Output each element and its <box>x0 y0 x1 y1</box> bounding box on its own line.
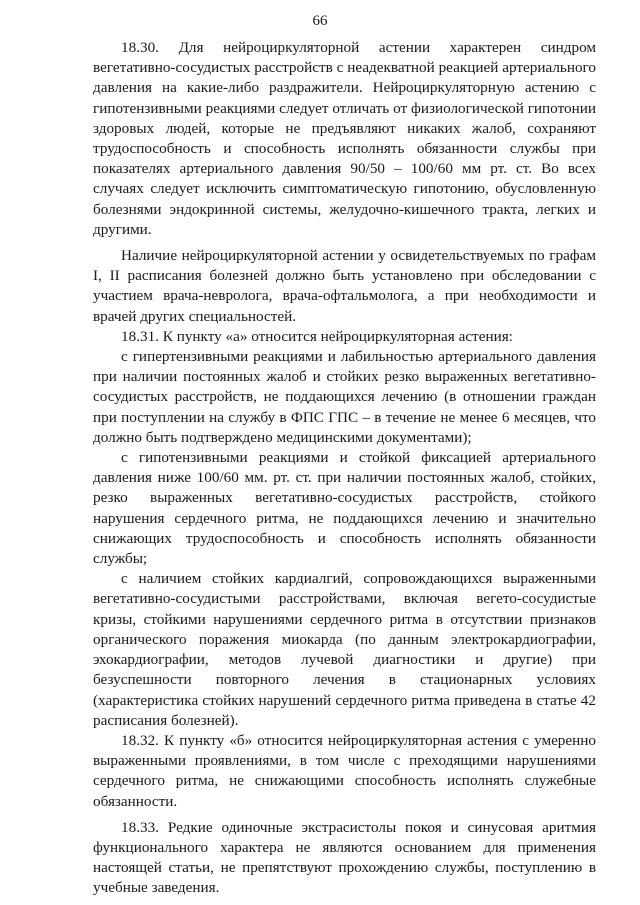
document-body <box>93 38 596 899</box>
paragraph-18-32: 18.32. К пункту «б» относится нейроциркуляторная астения с умеренно выраженными проявлениями, в том числе с преходящими нарушениями сердечного ритма, не снижающими способность исполнять служебные обязанности. <box>93 731 596 810</box>
paragraph-18-30: 18.30. Для нейроциркуляторной астении характерен синдром вегетативно-сосудистых расстройств с неадекватной реакцией артериального давления на какие-либо раздражители. Нейроциркуляторную астению с гипотензивными реакциями следует отличать от физиологической гипотонии здоровых людей, которые не предъявляют никаких жалоб, сохраняют трудоспособность и способность исполнять обязанности службы при показателях артериального давления 90/50 – 100/60 мм рт. ст. Во всех случаях следует исключить симптоматическую гипотонию, обусловленную болезнями эндокринной системы, желудочно-кишечного тракта, легких и другими. <box>93 39 596 238</box>
paragraph-18-31-hypotensive: с гипотензивными реакциями и стойкой фиксацией артериального давления ниже 100/60 мм. рт. ст. при наличии постоянных жалоб, стойких, резко выраженных вегетативно-сосудистых расстройств, стойкого нарушения сердечного ритма, не поддающихся лечению и значительно снижающих трудоспособность и способность исполнять обязанности службы; <box>93 449 596 568</box>
paragraph-18-31: 18.31. К пункту «а» относится нейроциркуляторная астения: <box>121 327 513 345</box>
paragraph-18-33: 18.33. Редкие одиночные экстрасистолы покоя и синусовая аритмия функционального характера не являются основанием для применения настоящей статьи, не препятствуют прохождению службы, поступлению в учебные заведения. <box>93 818 596 897</box>
paragraph-18-31-cardialgia: с наличием стойких кардиалгий, сопровождающихся выраженными вегетативно-сосудистыми расстройствами, включая вегето-сосудистые кризы, стойкими нарушениями сердечного ритма в отсутствии признаков органического поражения миокарда (по данным электрокардиографии, эхокардиографии, методов лучевой диагностики и другие) при безуспешности повторного лечения в стационарных условиях (характеристика стойких нарушений сердечного ритма приведена в статье 42 расписания болезней). <box>93 570 596 729</box>
paragraph-18-31-hypertensive: с гипертензивными реакциями и лабильностью артериального давления при наличии постоянных жалоб и стойких резко выраженных вегетативно-сосудистых расстройств, не поддающихся лечению (в отношении граждан при поступлении на службу в ФПС ГПС – в течение не менее 6 месяцев, что должно быть подтверждено медицинскими документами); <box>93 348 596 446</box>
paragraph-neurocirculatory-asthenia-presence: Наличие нейроциркуляторной астении у освидетельствуемых по графам I, II расписания болезней должно быть установлено при обследовании с участием врача-невролога, врача-офтальмолога, а при необходимости и врачей других специальностей. <box>93 247 596 325</box>
page-number: 66 <box>312 13 328 29</box>
